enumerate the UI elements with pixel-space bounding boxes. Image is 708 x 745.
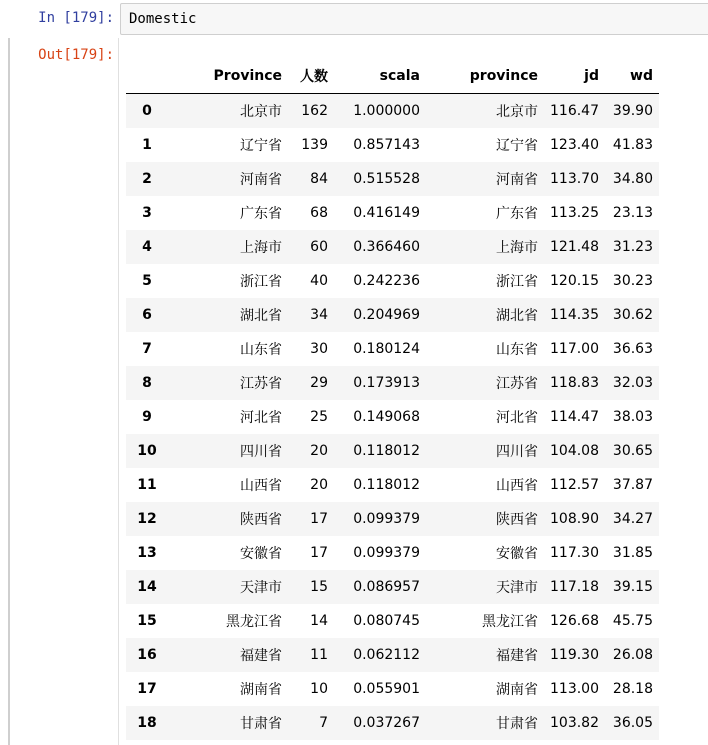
cell-scala: 0.173913 [353, 375, 420, 391]
cell-jd: 118.83 [550, 375, 599, 391]
cell-count: 139 [301, 137, 328, 153]
row-index: 16 [137, 647, 157, 663]
cell-province-lower: 陕西省 [496, 512, 538, 528]
cell-count: 30 [310, 341, 328, 357]
table-row [126, 434, 659, 468]
row-index: 15 [137, 613, 157, 629]
cell-count: 34 [310, 307, 328, 323]
cell-jd: 123.40 [550, 137, 599, 153]
cell-scala: 0.149068 [353, 409, 420, 425]
cell-scala: 0.099379 [353, 511, 420, 527]
cell-wd: 39.90 [612, 103, 653, 119]
cell-province: 陕西省 [240, 512, 282, 528]
cell-jd: 114.47 [550, 409, 599, 425]
cell-jd: 117.30 [550, 545, 599, 561]
cell-province-lower: 安徽省 [496, 546, 538, 562]
cell-province-lower: 上海市 [496, 240, 538, 256]
row-index: 3 [142, 205, 152, 221]
table-body [126, 94, 659, 741]
cell-count: 68 [310, 205, 328, 221]
cell-wd: 38.03 [612, 409, 653, 425]
table-row [126, 196, 659, 230]
cell-wd: 23.13 [612, 205, 653, 221]
row-index: 11 [137, 477, 157, 493]
column-header-province: Province [168, 58, 288, 94]
cell-province: 安徽省 [240, 546, 282, 562]
row-index: 10 [137, 443, 157, 459]
cell-wd: 26.08 [612, 647, 653, 663]
table-row [126, 264, 659, 298]
index-header [126, 58, 168, 94]
cell-count: 15 [310, 579, 328, 595]
input-prompt: In [179]: [38, 10, 114, 26]
cell-province-lower: 山西省 [496, 478, 538, 494]
code-input-cell[interactable] [120, 3, 708, 35]
cell-scala: 0.204969 [353, 307, 420, 323]
cell-province-lower: 辽宁省 [496, 138, 538, 154]
cell-jd: 113.70 [550, 171, 599, 187]
cell-jd: 113.00 [550, 681, 599, 697]
table-row [126, 706, 659, 740]
cell-province: 山东省 [240, 342, 282, 358]
cell-wd: 32.03 [612, 375, 653, 391]
cell-province-lower: 福建省 [496, 648, 538, 664]
cell-jd: 103.82 [550, 715, 599, 731]
cell-count: 17 [310, 545, 328, 561]
cell-province-lower: 天津市 [496, 580, 538, 596]
cell-scala: 0.366460 [353, 239, 420, 255]
table-row [126, 298, 659, 332]
cell-jd: 121.48 [550, 239, 599, 255]
row-index: 1 [142, 137, 152, 153]
cell-count: 25 [310, 409, 328, 425]
cell-wd: 30.65 [612, 443, 653, 459]
row-index: 9 [142, 409, 152, 425]
cell-scala: 0.118012 [353, 477, 420, 493]
table-row [126, 638, 659, 672]
cell-count: 7 [319, 715, 328, 731]
cell-scala: 0.118012 [353, 443, 420, 459]
cell-province-lower: 河北省 [496, 410, 538, 426]
cell-wd: 34.80 [612, 171, 653, 187]
cell-province-lower: 江苏省 [496, 376, 538, 392]
cell-count: 84 [310, 171, 328, 187]
cell-scala: 0.515528 [353, 171, 420, 187]
cell-province-lower: 浙江省 [496, 274, 538, 290]
cell-province: 天津市 [240, 580, 282, 596]
column-header-jd: jd [544, 58, 605, 94]
code-text: Domestic [129, 11, 197, 27]
table-row [126, 570, 659, 604]
cell-province: 河南省 [240, 172, 282, 188]
cell-scala: 0.080745 [353, 613, 420, 629]
row-index: 2 [142, 171, 152, 187]
cell-scala: 1.000000 [353, 103, 420, 119]
row-index: 0 [142, 103, 152, 119]
table-row [126, 400, 659, 434]
output-prompt: Out[179]: [38, 47, 114, 63]
cell-province: 上海市 [240, 240, 282, 256]
cell-province-lower: 河南省 [496, 172, 538, 188]
cell-wd: 36.63 [612, 341, 653, 357]
table-row [126, 502, 659, 536]
cell-province: 湖北省 [240, 308, 282, 324]
cell-province-lower: 湖南省 [496, 682, 538, 698]
cell-jd: 126.68 [550, 613, 599, 629]
table-header-row [126, 58, 659, 94]
cell-wd: 36.05 [612, 715, 653, 731]
cell-province-lower: 四川省 [496, 444, 538, 460]
cell-jd: 108.90 [550, 511, 599, 527]
row-index: 13 [137, 545, 157, 561]
cell-wd: 37.87 [612, 477, 653, 493]
cell-jd: 114.35 [550, 307, 599, 323]
cell-province: 甘肃省 [240, 716, 282, 732]
table-row [126, 672, 659, 706]
table-row [126, 332, 659, 366]
cell-scala: 0.857143 [353, 137, 420, 153]
dataframe-table [126, 58, 659, 740]
cell-province: 福建省 [240, 648, 282, 664]
cell-jd: 104.08 [550, 443, 599, 459]
table-row [126, 366, 659, 400]
row-index: 4 [142, 239, 152, 255]
cell-province: 江苏省 [240, 376, 282, 392]
cell-province: 四川省 [240, 444, 282, 460]
cell-count: 17 [310, 511, 328, 527]
cell-count: 40 [310, 273, 328, 289]
table-row [126, 128, 659, 162]
cell-scala: 0.099379 [353, 545, 420, 561]
table-row [126, 536, 659, 570]
table-row [126, 604, 659, 638]
cell-jd: 116.47 [550, 103, 599, 119]
cell-province-lower: 广东省 [496, 206, 538, 222]
cell-wd: 30.23 [612, 273, 653, 289]
cell-wd: 39.15 [612, 579, 653, 595]
cell-wd: 28.18 [612, 681, 653, 697]
row-index: 8 [142, 375, 152, 391]
cell-scala: 0.062112 [353, 647, 420, 663]
column-header-wd: wd [605, 58, 659, 94]
cell-scala: 0.242236 [353, 273, 420, 289]
cell-count: 10 [310, 681, 328, 697]
cell-wd: 31.23 [612, 239, 653, 255]
cell-province: 黑龙江省 [226, 614, 282, 630]
table-row [126, 94, 659, 129]
table-row [126, 230, 659, 264]
cell-count: 60 [310, 239, 328, 255]
cell-province-lower: 北京市 [496, 104, 538, 120]
row-index: 6 [142, 307, 152, 323]
cell-scala: 0.416149 [353, 205, 420, 221]
cell-count: 14 [310, 613, 328, 629]
cell-jd: 119.30 [550, 647, 599, 663]
cell-scala: 0.086957 [353, 579, 420, 595]
row-index: 14 [137, 579, 157, 595]
cell-province: 河北省 [240, 410, 282, 426]
cell-province-lower: 黑龙江省 [482, 614, 538, 630]
cell-count: 162 [301, 103, 328, 119]
cell-wd: 34.27 [612, 511, 653, 527]
cell-province-lower: 山东省 [496, 342, 538, 358]
cell-wd: 31.85 [612, 545, 653, 561]
cell-jd: 113.25 [550, 205, 599, 221]
cell-scala: 0.055901 [353, 681, 420, 697]
cell-wd: 30.62 [612, 307, 653, 323]
column-header-scala: scala [334, 58, 426, 94]
row-index: 17 [137, 681, 157, 697]
cell-count: 20 [310, 477, 328, 493]
cell-province: 浙江省 [240, 274, 282, 290]
cell-count: 20 [310, 443, 328, 459]
cell-province-lower: 甘肃省 [496, 716, 538, 732]
cell-wd: 41.83 [612, 137, 653, 153]
cell-province: 广东省 [240, 206, 282, 222]
cell-scala: 0.037267 [353, 715, 420, 731]
cell-scala: 0.180124 [353, 341, 420, 357]
cell-province-lower: 湖北省 [496, 308, 538, 324]
table-row [126, 162, 659, 196]
cell-jd: 120.15 [550, 273, 599, 289]
row-index: 5 [142, 273, 152, 289]
table-row [126, 468, 659, 502]
cell-province: 山西省 [240, 478, 282, 494]
cell-wd: 45.75 [612, 613, 653, 629]
cell-jd: 117.00 [550, 341, 599, 357]
cell-province: 辽宁省 [240, 138, 282, 154]
row-index: 18 [137, 715, 157, 731]
cell-jd: 117.18 [550, 579, 599, 595]
row-index: 7 [142, 341, 152, 357]
cell-count: 29 [310, 375, 328, 391]
column-header-province-lower: province [426, 58, 544, 94]
cell-selection-bar [8, 38, 10, 745]
column-header-count: 人数 [288, 58, 334, 94]
cell-jd: 112.57 [550, 477, 599, 493]
row-index: 12 [137, 511, 157, 527]
cell-province: 湖南省 [240, 682, 282, 698]
cell-province: 北京市 [240, 104, 282, 120]
cell-count: 11 [310, 647, 328, 663]
